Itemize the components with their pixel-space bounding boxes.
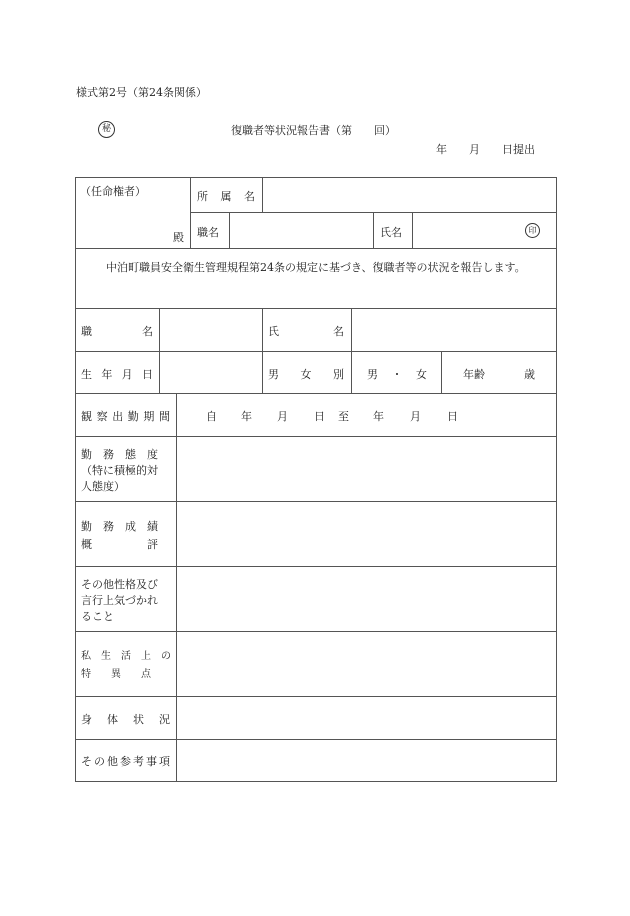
sex-label: 男 女 別	[268, 368, 344, 381]
private-life-field[interactable]	[177, 632, 555, 695]
form-number: 様式第2号（第24条関係）	[76, 86, 207, 99]
observation-period-label: 観 察 出 勤 期 間	[81, 410, 170, 423]
other-notes-field[interactable]	[177, 740, 555, 780]
period-to: 至	[338, 410, 349, 423]
period-to-year: 年	[373, 410, 384, 423]
period-from-day: 日	[314, 410, 325, 423]
name-field[interactable]	[352, 309, 555, 350]
other-notes-label: そ の 他 参 考 事 項	[81, 755, 170, 768]
reporter-name-label: 氏名	[380, 226, 402, 239]
private-life-label: 私 生 活 上 の 特 異 点	[81, 651, 171, 680]
health-label: 身 体 状 況	[81, 713, 170, 726]
birthdate-field[interactable]	[160, 352, 261, 392]
statement-text: 中泊町職員安全衛生管理規程第24条の規定に基づき、復職者等の状況を報告します。	[106, 261, 526, 274]
personality-field[interactable]	[177, 567, 555, 630]
work-performance-label: 勤 務 成 績 概 評	[81, 520, 158, 551]
appointer-label: （任命権者）	[80, 185, 146, 198]
personality-label: その他性格及び 言行上気づかれ ること	[81, 578, 158, 623]
affiliation-field[interactable]	[263, 178, 555, 211]
period-from-month: 月	[277, 410, 288, 423]
dono-label: 殿	[173, 231, 184, 244]
name-label: 氏 名	[268, 325, 344, 338]
period-from-year: 年	[241, 410, 252, 423]
submission-date: 年 月 日提出	[436, 143, 535, 156]
sex-options[interactable]: 男 ・ 女	[367, 368, 427, 381]
secret-mark: 秘	[98, 121, 115, 138]
job-field[interactable]	[160, 309, 261, 350]
health-field[interactable]	[177, 697, 555, 738]
reporter-job-label: 職名	[197, 226, 219, 239]
period-to-day: 日	[447, 410, 458, 423]
work-attitude-field[interactable]	[177, 437, 555, 500]
affiliation-label: 所 属 名	[197, 190, 255, 203]
period-from: 自	[206, 410, 217, 423]
sex-female[interactable]: 女	[416, 368, 427, 381]
work-attitude-label: 勤 務 態 度 （特に積極的対 人態度）	[81, 448, 158, 493]
age-field[interactable]: 年齢 歳	[463, 368, 535, 381]
reporter-job-field[interactable]	[230, 213, 372, 247]
seal-icon: 印	[525, 223, 540, 238]
job-label: 職 名	[81, 325, 153, 338]
work-performance-field[interactable]	[177, 502, 555, 565]
period-to-month: 月	[410, 410, 421, 423]
birthdate-label: 生 年 月 日	[81, 368, 153, 381]
document-title: 復職者等状況報告書（第 回）	[231, 124, 396, 137]
sex-male[interactable]: 男	[367, 368, 378, 381]
